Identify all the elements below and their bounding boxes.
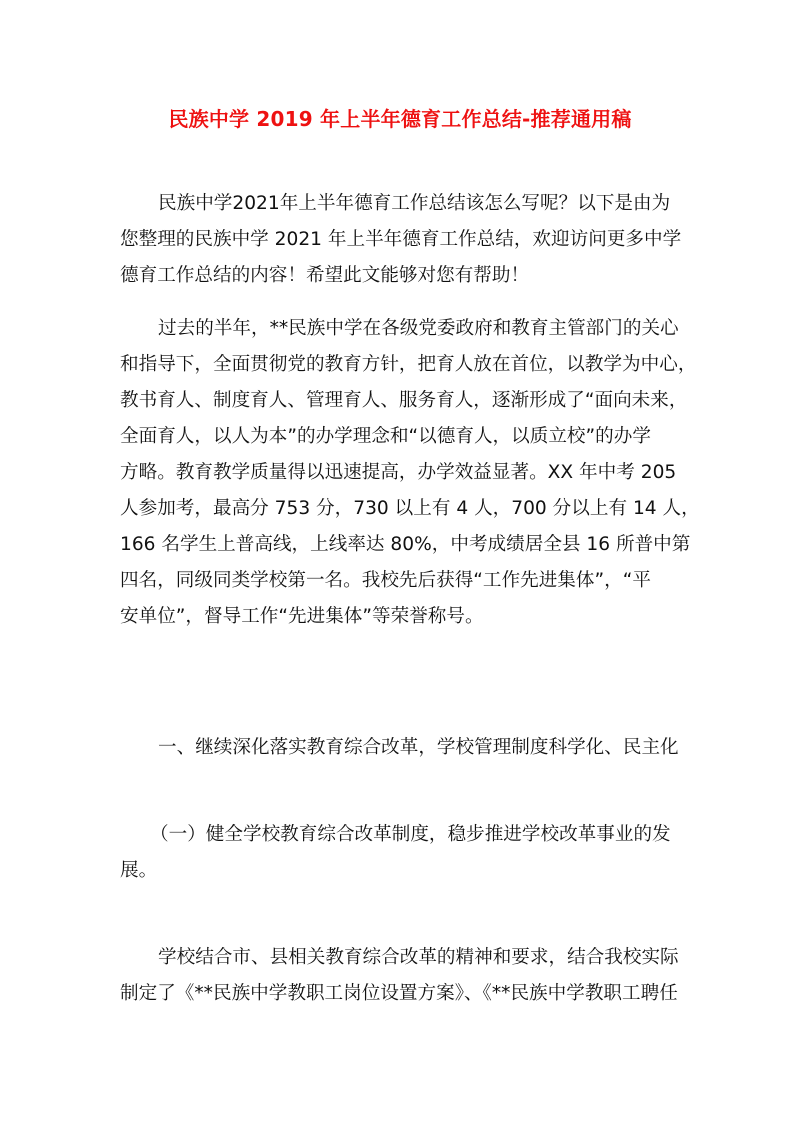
body-line: 166 名学生上普高线，上线率达 80%，中考成绩居全县 16 所普中第	[120, 534, 691, 555]
body-line: 过去的半年，**民族中学在各级党委政府和教育主管部门的关心	[158, 318, 679, 339]
intro-line: 德育工作总结的内容！希望此文能够对您有帮助！	[120, 265, 530, 286]
section-heading: 一、继续深化落实教育综合改革，学校管理制度科学化、民主化	[158, 737, 679, 758]
body-line: 安单位”，督导工作“先进集体”等荣誉称号。	[120, 606, 484, 627]
body-line: 全面育人，以人为本”的办学理念和“以德育人，以质立校”的办学	[120, 426, 651, 447]
document-title: 民族中学 2019 年上半年德育工作总结-推荐通用稿	[168, 107, 632, 131]
final-line: 制定了《**民族中学教职工岗位设置方案》、《**民族中学教职工聘任	[120, 983, 678, 1004]
final-paragraph	[120, 940, 686, 1012]
intro-paragraph	[120, 186, 686, 294]
body-line: 四名，同级同类学校第一名。我校先后获得“工作先进集体”，“平	[120, 570, 651, 591]
final-line: 学校结合市、县相关教育综合改革的精神和要求，结合我校实际	[158, 947, 679, 968]
body-paragraph	[120, 311, 700, 635]
section-heading-block	[120, 730, 686, 766]
intro-line: 民族中学2021年上半年德育工作总结该怎么写呢？以下是由为	[158, 193, 671, 214]
subsection-line: 展。	[120, 860, 158, 881]
body-line: 方略。教育教学质量得以迅速提高，办学效益显著。XX 年中考 205	[120, 462, 677, 483]
body-line: 教书育人、制度育人、管理育人、服务育人，逐渐形成了“面向未来，	[120, 390, 688, 411]
body-line: 人参加考，最高分 753 分，730 以上有 4 人，700 分以上有 14 人，	[120, 498, 700, 519]
body-line: 和指导下，全面贯彻党的教育方针，把育人放在首位，以教学为中心，	[120, 354, 697, 375]
intro-line: 您整理的民族中学 2021 年上半年德育工作总结，欢迎访问更多中学	[120, 229, 682, 250]
subsection-paragraph	[120, 817, 686, 889]
subsection-line: （一）健全学校教育综合改革制度，稳步推进学校改革事业的发	[150, 824, 671, 845]
